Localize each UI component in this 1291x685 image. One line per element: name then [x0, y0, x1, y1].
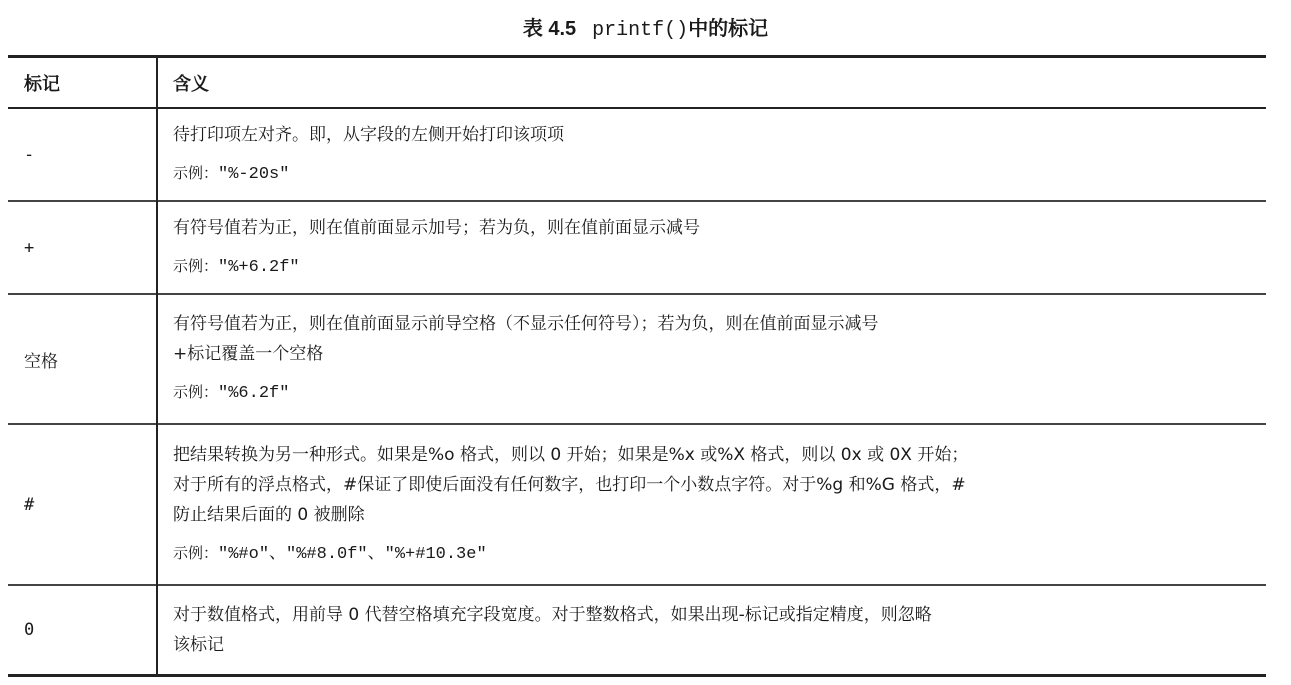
example-label: 示例：	[173, 256, 219, 275]
flag-cell	[8, 585, 157, 676]
table-row	[8, 108, 1266, 201]
flag-symbol: +	[24, 237, 35, 258]
meaning-cell	[157, 424, 1266, 585]
meaning-cell	[157, 294, 1266, 424]
meaning-line: +标记覆盖一个空格	[173, 344, 324, 364]
flag-symbol: 空格	[24, 351, 58, 372]
example-label: 示例：	[173, 383, 219, 401]
meaning-line: 有符号值若为正，则在值前面显示加号；若为负，则在值前面显示减号	[173, 217, 700, 238]
example-value: "%6.2f"	[218, 384, 290, 403]
flag-cell	[8, 201, 157, 294]
example-value: "%#o"、"%#8.0f"、"%+#10.3e"	[218, 544, 487, 564]
flag-cell	[8, 108, 157, 201]
meaning-cell	[157, 585, 1266, 676]
meaning-line: 该标记	[173, 635, 224, 655]
caption-code: printf()	[592, 19, 689, 42]
meaning-line: 把结果转换为另一种形式。如果是%o 格式，则以 0 开始；如果是%x 或%X 格式，则以 0x 或 0X 开始；	[173, 444, 969, 465]
table-row	[8, 585, 1266, 676]
meaning-line: 有符号值若为正，则在值前面显示前导空格（不显示任何符号）；若为负，则在值前面显示减号	[173, 314, 879, 334]
meaning-line: 待打印项左对齐。即，从字段的左侧开始打印该项项	[173, 124, 564, 145]
example-value: "%+6.2f"	[218, 257, 300, 277]
table-caption	[0, 10, 1291, 49]
meaning-cell	[157, 201, 1266, 294]
caption-suffix: 中的标记	[688, 16, 769, 40]
meaning-line: 对于所有的浮点格式，#保证了即使后面没有任何数字，也打印一个小数点字符。对于%g 和%G 格式，#	[173, 474, 966, 495]
meaning-cell	[157, 108, 1266, 201]
example-line	[173, 377, 1266, 409]
flag-symbol: -	[24, 144, 35, 165]
meaning-line: 对于数值格式，用前导 0 代替空格填充字段宽度。对于整数格式，如果出现-标记或指定精度，则忽略	[173, 605, 932, 625]
example-value: "%-20s"	[218, 164, 290, 184]
header-row	[8, 57, 1266, 109]
table-row	[8, 294, 1266, 424]
table-row	[8, 201, 1266, 294]
table-number: 表 4.5	[522, 18, 577, 40]
flag-cell	[8, 424, 157, 585]
example-line	[173, 158, 1266, 190]
flag-symbol: 0	[24, 620, 35, 640]
example-label: 示例：	[173, 543, 219, 562]
table-row	[8, 424, 1266, 585]
example-line	[173, 538, 1266, 570]
example-line	[173, 251, 1266, 283]
printf-flags-table	[8, 55, 1266, 677]
header-meaning: 含义	[157, 57, 1266, 109]
flag-cell	[8, 294, 157, 424]
example-label: 示例：	[173, 163, 219, 182]
meaning-line: 防止结果后面的 0 被删除	[173, 504, 365, 525]
header-flag: 标记	[8, 57, 157, 109]
flag-symbol: #	[24, 494, 35, 515]
